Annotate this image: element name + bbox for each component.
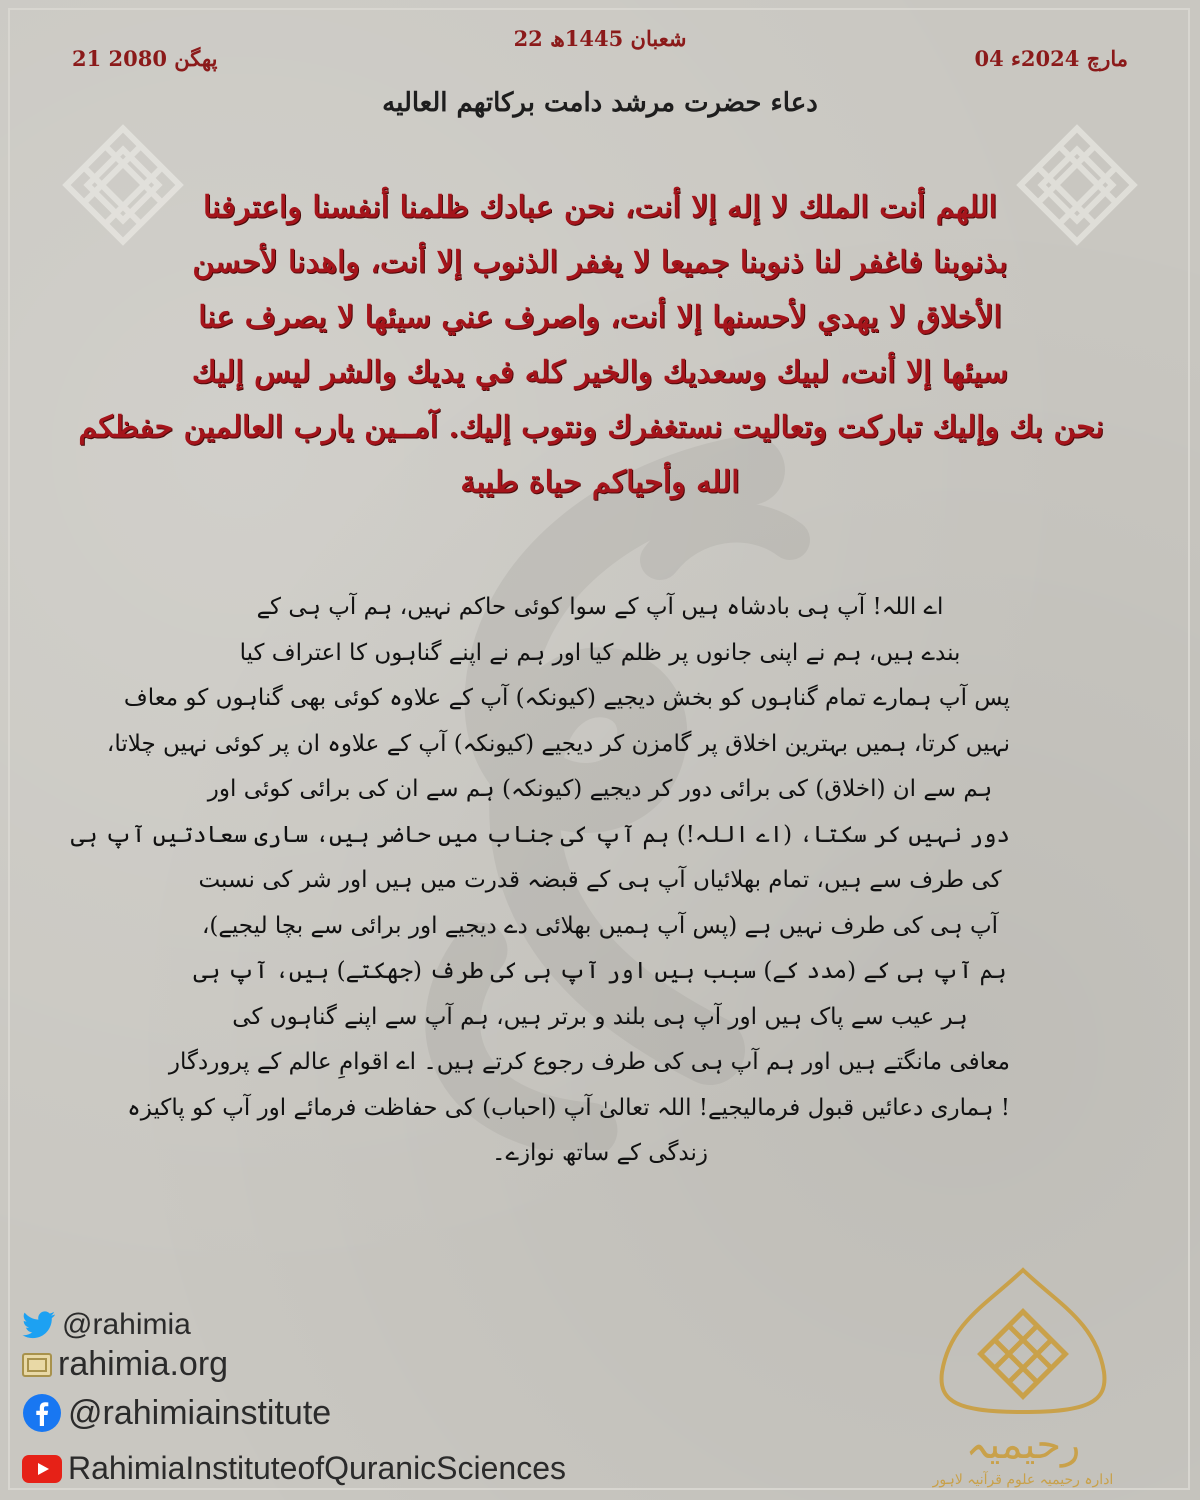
youtube-channel: RahimiaInstituteofQuranicSciences xyxy=(68,1450,567,1486)
website-icon xyxy=(22,1353,52,1377)
gregorian-date: 04 مارچ 2024ء xyxy=(974,46,1128,71)
arabic-line: بذنوبنا فاغفر لنا ذنوبنا جميعا لا يغفر الذنوب إلا أنت، واهدنا لأحسن xyxy=(192,245,1008,280)
urdu-line: زندگی کے ساتھ نوازے۔ xyxy=(491,1140,708,1166)
urdu-line: آپ ہی کی طرف نہیں ہے (پس آپ ہمیں بھلائی دے دیجیے اور برائی سے بچا لیجیے)، xyxy=(201,912,999,939)
urdu-translation xyxy=(70,585,1010,1177)
facebook-handle: @rahimiainstitute xyxy=(68,1393,332,1432)
website-url: rahimia.org xyxy=(58,1345,229,1383)
rahimia-logo xyxy=(898,1262,1148,1492)
youtube-icon xyxy=(22,1455,62,1483)
urdu-line: ! ہماری دعائیں قبول فرمالیجیے! اللہ تعالیٰ آپ (احباب) کی حفاظت فرمائے اور آپ کو پاکیزہ xyxy=(127,1094,1010,1121)
arabic-line: اللهم أنت الملك لا إله إلا أنت، نحن عبادك ظلمنا أنفسنا واعترفنا xyxy=(203,190,997,225)
youtube-link[interactable] xyxy=(22,1450,566,1487)
urdu-line: دور نہیں کر سکتا، (اے اللہ!) ہم آپ کی جناب میں حاضر ہیں، ساری سعادتیں آپ ہی xyxy=(70,821,1010,848)
bikrami-date: 21 پھگن 2080 xyxy=(72,46,218,71)
facebook-icon xyxy=(22,1393,62,1433)
arabic-line: سيئها إلا أنت، لبيك وسعديك والخير كله في يديك والشر ليس إليك xyxy=(191,355,1009,390)
urdu-line: اے اللہ! آپ ہی بادشاہ ہیں آپ کے سوا کوئی حاکم نہیں، ہم آپ ہی کے xyxy=(256,594,944,620)
urdu-line: بندے ہیں، ہم نے اپنی جانوں پر ظلم کیا اور ہم نے اپنے گناہوں کا اعتراف کیا xyxy=(239,639,961,666)
urdu-line: معافی مانگتے ہیں اور ہم آپ ہی کی طرف رجوع کرتے ہیں۔ اے اقوامِ عالم کے پروردگار xyxy=(168,1049,1010,1075)
arabic-dua xyxy=(78,180,1104,510)
twitter-link[interactable] xyxy=(22,1308,191,1342)
urdu-line: ہم سے ان (اخلاق) کی برائی دور کر دیجیے (کیونکہ) ہم سے ان کی برائی کوئی اور xyxy=(207,776,993,802)
page-title: دعاء حضرت مرشد دامت برکاتهم العاليه xyxy=(382,88,818,118)
arabic-line: الأخلاق لا يهدي لأحسنها إلا أنت، واصرف عني سيئها لا يصرف عنا xyxy=(198,300,1002,335)
arabic-line: نحن بك وإليك تباركت وتعاليت نستغفرك ونتوب إليك. آمــين يارب العالمين حفظكم xyxy=(78,410,1104,445)
facebook-link[interactable] xyxy=(22,1393,331,1433)
urdu-line: ہر عیب سے پاک ہیں اور آپ ہی بلند و برتر ہیں، ہم آپ سے اپنے گناہوں کی xyxy=(232,1003,968,1030)
logo-subtitle: ادارہ رحیمیہ علوم قرآنیہ لاہور xyxy=(932,1472,1114,1488)
twitter-bird-icon xyxy=(22,1311,56,1339)
urdu-line: نہیں کرتا، ہمیں بہترین اخلاق پر گامزن کر دیجیے (کیونکہ) آپ کے علاوہ ان پر کوئی نہیں چلاتا، xyxy=(106,730,1010,757)
website-link[interactable] xyxy=(22,1345,228,1384)
arabic-line: الله وأحياكم حياة طيبة xyxy=(460,465,740,500)
logo-name: رحیمیہ xyxy=(965,1422,1081,1468)
urdu-line: ہم آپ ہی کے (مدد کے) سبب ہیں اور آپ ہی کی طرف (جھکتے) ہیں، آپ ہی xyxy=(193,958,1007,984)
urdu-line: پس آپ ہمارے تمام گناہوں کو بخش دیجیے (کیونکہ) آپ کے علاوہ کوئی بھی گناہوں کو معاف xyxy=(123,685,1010,711)
twitter-handle: @rahimia xyxy=(62,1308,191,1341)
urdu-line: کی طرف سے ہیں، تمام بھلائیاں آپ ہی کے قبضہ قدرت میں ہیں اور شر کی نسبت xyxy=(198,867,1002,893)
logo-emblem-icon xyxy=(898,1262,1148,1492)
hijri-date: 22 شعبان 1445ھ xyxy=(513,26,687,51)
